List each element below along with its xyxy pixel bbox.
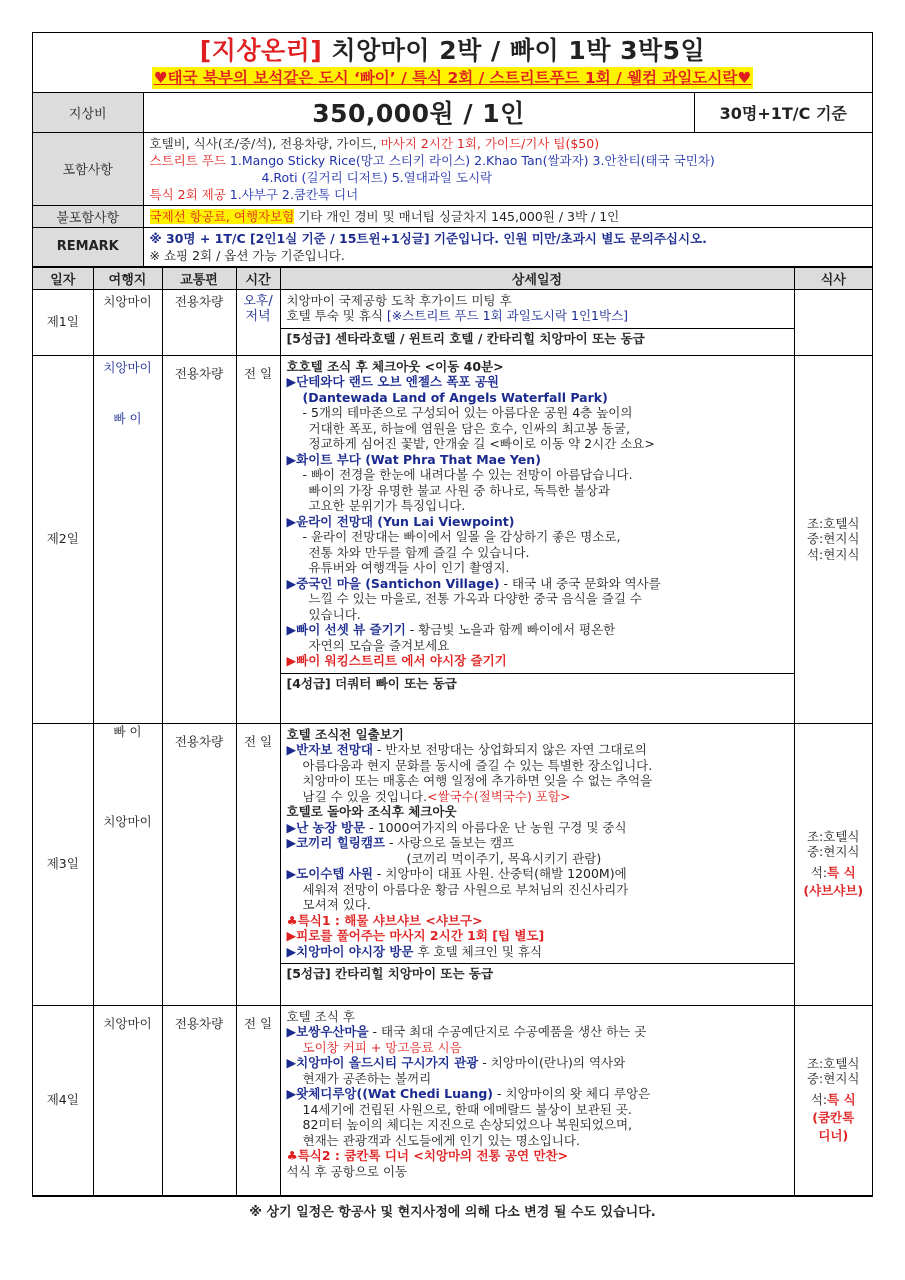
day2-spot4-desc: 느낄 수 있는 마을로, 전통 가옥과 다양한 중국 음식을 즐길 수 [308, 591, 643, 606]
day3-label: 제3일 [33, 723, 93, 1005]
day4-city: 치앙마이 [93, 1005, 162, 1195]
day2-time: 전 일 [236, 355, 280, 723]
day2-detail [280, 355, 794, 723]
day2-transport: 전용차량 [162, 355, 236, 723]
day4-detail [280, 1005, 794, 1195]
triangle-icon: ▶ [286, 866, 297, 881]
col-city: 여행지 [93, 267, 162, 289]
day3-spot1-desc: 치앙마이 또는 매홍손 여행 일정에 추가하면 잊을 수 없는 추억을 [302, 773, 653, 788]
day3-city1: 빠 이 [113, 723, 142, 739]
day4-special: 특식2 : 쿰칸톡 디너 <치앙마의 전통 공연 만찬> [297, 1148, 569, 1163]
day4-breakfast: 조:호텔식 [806, 1055, 860, 1071]
includes-label: 포함사항 [33, 132, 143, 205]
day3-breakfast: 조:호텔식 [806, 828, 860, 844]
day3-spot1-desc: 남길 수 있을 것입니다. [302, 788, 428, 804]
triangle-icon: ▶ [286, 1024, 297, 1039]
heart-icon: ♥ [153, 69, 168, 87]
day1-hotel: [5성급] 센타라호텔 / 윈트리 호텔 / 칸타리힐 치앙마이 또는 동급 [281, 328, 794, 349]
day2-spot3: 윤라이 전망대 (Yun Lai Viewpoint) [296, 513, 515, 529]
day3-noodle: <쌀국수(절벽국수) 포함> [427, 788, 571, 804]
includes-line1: 호텔비, 식사(조/중/석), 전용차량, 가이드, [149, 135, 381, 151]
day4-spot2: 치앙마이 올드시티 구시가지 관광 [296, 1055, 479, 1070]
day2-spot1-en: (Dantewada Land of Angels Waterfall Park) [302, 389, 608, 405]
day1-row [33, 289, 872, 355]
special-meal-items: 1.샤부구 2.쿰칸톡 디너 [229, 186, 359, 202]
day3-spot5-desc: 후 호텔 체크인 및 휴식 [413, 943, 543, 959]
page-subtitle [152, 67, 754, 89]
triangle-icon: ▶ [286, 653, 297, 668]
day3-dinner-name: (샤브샤브) [803, 882, 864, 898]
day3-spot4: 도이수텝 사원 [296, 866, 373, 881]
day2-spot3-desc: 전통 차와 만두를 함께 즐길 수 있습니다. [308, 544, 530, 560]
day4-transport: 전용차량 [162, 1005, 236, 1195]
day1-line1: 치앙마이 국제공항 도착 후가이드 미팅 후 [286, 292, 512, 308]
col-transport: 교통편 [162, 267, 236, 289]
triangle-icon: ▶ [286, 1055, 297, 1070]
day4-spot1: 보쌍우산마을 [296, 1024, 369, 1039]
day3-spot5: 치앙마이 야시장 방문 [296, 943, 414, 959]
day3-spot2: 난 농장 방문 [296, 819, 366, 835]
day4-dinner-name: (쿰칸톡 [812, 1109, 855, 1125]
price-note: 30명+1T/C 기준 [694, 93, 872, 132]
day3-spot3-desc: (코끼리 먹이주기, 목욕시키기 관람) [406, 850, 602, 866]
day2-spot4-desc: - 태국 내 중국 문화와 역사를 [499, 575, 661, 591]
subtitle-text: 태국 북부의 보석같은 도시 ‘빠이’ / 특식 2회 / 스트리트푸드 1회 / 웰컴 과일도시락 [167, 69, 738, 87]
day4-spot2-desc: - 치앙마이(란나)의 역사와 [478, 1055, 626, 1070]
day3-spot4-desc: - 치앙마이 대표 사원. 산중턱(해발 1200M)에 [372, 866, 627, 881]
day1-meal [794, 289, 872, 355]
includes-content [143, 132, 872, 205]
day3-spot4-desc: 모셔져 있다. [302, 897, 371, 912]
schedule-header [33, 267, 872, 289]
street-food-items: 1.Mango Sticky Rice(망고 스티키 라이스) 2.Khao Tan(쌀과자) 3.안찬티(태국 국민차) [229, 152, 715, 168]
day4-dinner [795, 1091, 873, 1145]
includes-row [33, 132, 872, 205]
triangle-icon: ▶ [286, 451, 297, 467]
day4-spot3-desc: - 치앙마이의 왓 체디 루앙은 [493, 1086, 651, 1101]
day2-spot4: 중국인 마을 (Santichon Village) [296, 575, 500, 591]
day3-time: 전 일 [236, 723, 280, 1005]
day4-time: 전 일 [236, 1005, 280, 1195]
excludes-row [33, 205, 872, 227]
day1-label: 제1일 [33, 289, 93, 355]
excludes-highlight: 국제선 항공료, 여행자보험 [149, 208, 295, 224]
day2-spot4-desc: 있습니다. [308, 606, 361, 622]
day4-line1: 호텔 조식 후 [286, 1008, 355, 1024]
header-frame [32, 32, 873, 1197]
heart-icon: ♥ [737, 69, 752, 87]
day1-streetfood: [※스트리트 푸드 1회 과일도시락 1인1박스] [386, 308, 629, 323]
triangle-icon: ▶ [286, 742, 297, 757]
day3-massage: 피로를 풀어주는 마사지 2시간 1회 [팁 별도] [296, 928, 545, 943]
day2-city2: 빠 이 [113, 411, 142, 426]
day3-detail [280, 723, 794, 1005]
day2-spot2-desc: 고요한 분위기가 특징입니다. [308, 498, 466, 513]
day1-transport: 전용차량 [162, 289, 236, 355]
excludes-content [143, 205, 872, 227]
day2-breakfast: 조:호텔식 [806, 515, 860, 531]
day2-spot1: 단테와다 랜드 오브 엔젤스 폭포 공원 [296, 374, 500, 389]
price-label: 지상비 [33, 93, 143, 132]
day3-spot2-desc: - 1000여가지의 아름다운 난 농원 구경 및 중식 [365, 819, 627, 835]
day3-special1: 특식1 : 해물 샤브샤브 <샤브구> [297, 912, 483, 928]
day3-row [33, 723, 872, 1005]
day2-label: 제2일 [33, 355, 93, 723]
remark-row [33, 227, 872, 266]
day2-city1: 치앙마이 [103, 359, 152, 375]
day2-spot5: 빠이 선셋 뷰 즐기기 [296, 622, 406, 637]
day4-spot3-desc: 82미터 높이의 체디는 지진으로 손상되었으나 복원되었으며, [302, 1117, 633, 1132]
col-meal: 식사 [794, 267, 872, 289]
triangle-icon: ▶ [286, 575, 297, 591]
col-day: 일자 [33, 267, 93, 289]
day3-lunch: 중:현지식 [806, 844, 860, 859]
day2-lunch: 중:현지식 [806, 531, 860, 547]
day4-spot2-desc: 현재가 공존하는 볼꺼리 [302, 1070, 432, 1086]
excludes-rest: 기타 개인 경비 및 매너팁 싱글차지 145,000원 / 3박 / 1인 [294, 208, 620, 224]
day1-line2: 호텔 투숙 및 휴식 [286, 308, 387, 323]
day2-spot2-desc: - 빠이 전경을 한눈에 내려다볼 수 있는 전망이 아름답습니다. [302, 467, 633, 482]
day3-spot1-desc: 아름다움과 현지 문화를 동시에 즐길 수 있는 특별한 장소입니다. [302, 757, 653, 773]
day3-spot3: 코끼리 힐링캠프 [296, 835, 386, 850]
triangle-icon: ▶ [286, 819, 297, 835]
day2-city [93, 355, 162, 723]
day3-hotel: [5성급] 칸타리힐 치앙마이 또는 동급 [281, 963, 794, 984]
triangle-icon: ▶ [286, 1086, 297, 1101]
day4-spot3-desc: 현재는 관광객과 신도들에게 인기 있는 명소입니다. [302, 1132, 580, 1148]
day2-meal [794, 355, 872, 723]
day3-city2: 치앙마이 [103, 814, 152, 829]
day4-dinner-label: 석: [810, 1091, 828, 1107]
page-title [33, 35, 872, 67]
price-value: 350,000원 / 1인 [143, 93, 694, 132]
remark-line2: ※ 쇼핑 2회 / 옵션 가능 기준입니다. [149, 247, 345, 263]
schedule-table [33, 267, 872, 1196]
day4-spot3-desc: 14세기에 건립된 사원으로, 한때 에메랄드 불상이 보관된 곳. [302, 1101, 632, 1117]
triangle-icon: ▶ [286, 374, 297, 389]
day3-dinner-label: 석: [810, 864, 828, 880]
day2-spot5-desc: 자연의 모습을 즐겨보세요 [308, 637, 450, 653]
triangle-icon: ▶ [286, 943, 297, 959]
remark-content [143, 227, 872, 266]
day3-dinner-special: 특 식 [827, 864, 856, 880]
footer-note: ※ 상기 일정은 항공사 및 현지사정에 의해 다소 변경 될 수도 있습니다. [249, 1204, 656, 1220]
day2-spot1-desc: - 5개의 테마존으로 구성되어 있는 아름다운 공원 4층 높이의 [302, 405, 633, 420]
club-icon: ♣ [286, 1148, 298, 1163]
club-icon: ♣ [286, 912, 298, 928]
day2-line1: 호호텔 조식 후 체크아웃 <이동 40분> [286, 358, 504, 374]
triangle-icon: ▶ [286, 513, 297, 529]
day3-spot1: 반자보 전망대 [296, 742, 373, 757]
day4-row [33, 1005, 872, 1195]
day2-spot1-desc: 정교하게 심어진 꽃밭, 안개숲 길 <빠이로 이동 약 2시간 소요> [308, 436, 655, 451]
day2-spot3-desc: 유튜버와 여행객들 사이 인기 촬영지. [308, 560, 510, 575]
day3-dinner [795, 864, 873, 900]
special-meal-label: 특식 2회 제공 [149, 186, 230, 202]
remark-label: REMARK [33, 227, 143, 266]
day4-lunch: 중:현지식 [806, 1071, 860, 1086]
day4-coffee: 도이창 커피 + 망고음료 시음 [302, 1039, 462, 1055]
price-row [33, 93, 872, 132]
day4-spot3: 왓체디루앙((Wat Chedi Luang) [296, 1086, 494, 1101]
day2-spot3-desc: - 윤라이 전망대는 빠이에서 일몰 을 감상하기 좋은 명소로, [302, 529, 621, 544]
day4-spot1-desc: - 태국 최대 수공예단지로 수공예품을 생산 하는 곳 [368, 1024, 647, 1039]
day1-time: 오후/ 저녁 [236, 289, 280, 355]
info-table [33, 93, 872, 267]
street-food-label: 스트리트 푸드 [149, 152, 230, 168]
triangle-icon: ▶ [286, 835, 297, 850]
col-detail: 상세일정 [280, 267, 794, 289]
day2-spot2-desc: 빠이의 가장 유명한 불교 사원 중 하나로, 독특한 불상과 [308, 482, 610, 498]
itinerary-document [32, 32, 873, 1220]
day3-meal [794, 723, 872, 1005]
remark-line1: ※ 30명 + 1T/C [2인1실 기준 / 15트윈+1싱글] 기준입니다. 인원 미만/초과시 별도 문의주십시오. [149, 230, 707, 246]
day2-spot2: 화이트 부다 (Wat Phra That Mae Yen) [296, 451, 541, 467]
day3-line2: 호텔로 돌아와 조식후 체크아웃 [286, 804, 457, 819]
day4-line-end: 석식 후 공항으로 이동 [286, 1163, 408, 1179]
day4-label: 제4일 [33, 1005, 93, 1195]
day3-line1: 호텔 조식전 일출보기 [286, 726, 404, 742]
triangle-icon: ▶ [286, 928, 297, 943]
day3-spot4-desc: 세워져 전망이 아름다운 황금 사원으로 부처님의 진신사리가 [302, 881, 629, 897]
day4-dinner-name2: 디너) [818, 1127, 849, 1143]
day2-dinner: 석:현지식 [806, 546, 860, 562]
day2-row [33, 355, 872, 723]
day2-hotel: [4성급] 더쿼터 빠이 또는 동급 [281, 673, 794, 694]
day3-transport: 전용차량 [162, 723, 236, 1005]
excludes-label: 불포함사항 [33, 205, 143, 227]
day2-spot5-desc: - 황금빛 노을과 함께 빠이에서 평온한 [405, 622, 616, 637]
day1-detail [280, 289, 794, 355]
day2-spot6: 빠이 워킹스트리트 에서 야시장 즐기기 [296, 653, 507, 668]
header [33, 33, 872, 93]
title-main: 치앙마이 2박 / 빠이 1박 3박5일 [322, 36, 706, 65]
triangle-icon: ▶ [286, 622, 297, 637]
day4-meal [794, 1005, 872, 1195]
day2-spot1-desc: 거대한 폭포, 하늘에 염원을 담은 호수, 인싸의 최고봉 동굴, [308, 420, 630, 436]
day4-dinner-special: 특 식 [827, 1091, 856, 1107]
day3-spot3-desc: - 사랑으로 돌보는 캠프 [385, 835, 515, 850]
col-time: 시간 [236, 267, 280, 289]
day3-city [93, 723, 162, 1005]
title-tag: [지상온리] [199, 36, 323, 65]
day3-spot1-desc: - 반자보 전망대는 상업화되지 않은 자연 그대로의 [372, 742, 647, 757]
day1-city: 치앙마이 [93, 289, 162, 355]
street-food-items-2: 4.Roti (길거리 디저트) 5.열대과일 도시락 [261, 169, 493, 185]
includes-massage: 마사지 2시간 1회, 가이드/기사 팁($50) [380, 135, 600, 151]
